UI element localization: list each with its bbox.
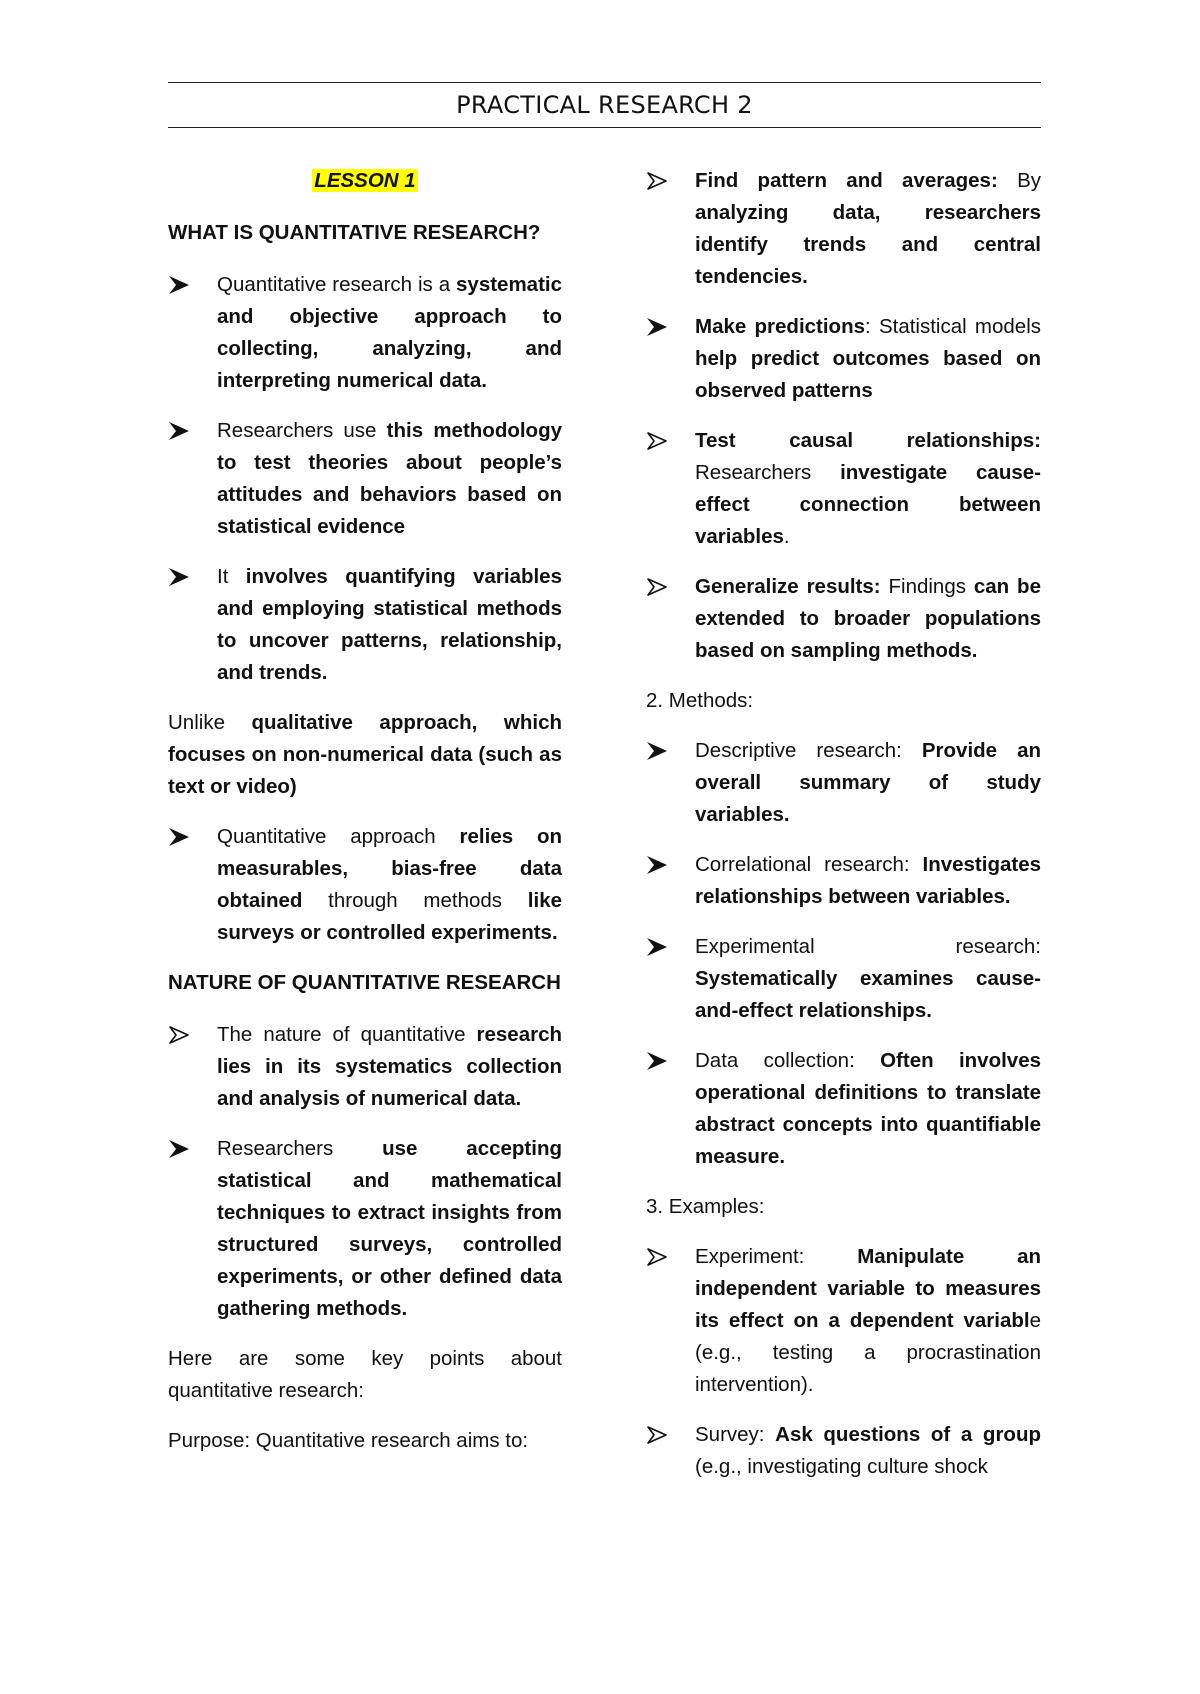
bullet-text-bold: use accepting statistical and mathematical techniques to extract insights from structured surveys, controlled experiments, or other defined data gathering methods. xyxy=(217,1137,562,1320)
bullet-correlational xyxy=(646,849,1041,913)
arrow-bullet-icon xyxy=(168,821,190,853)
bullet-data-collection xyxy=(646,1045,1041,1173)
bullet-survey xyxy=(646,1419,1041,1483)
bullet-text-bold: research lies in its systematics collection and analysis of numerical data. xyxy=(217,1023,562,1110)
arrow-bullet-icon xyxy=(646,1045,668,1077)
arrow-bullet-icon xyxy=(646,931,668,963)
lesson-title: LESSON 1 xyxy=(314,169,416,192)
bullet-text: Researchers xyxy=(217,1137,383,1160)
arrow-bullet-icon xyxy=(646,849,668,881)
arrow-bullet-outline-icon xyxy=(646,425,668,457)
bullet-text-bold: analyzing data, researchers identify trends and central tendencies. xyxy=(695,201,1041,288)
bullet-descriptive xyxy=(646,735,1041,831)
bullet-techniques xyxy=(168,1133,562,1325)
bullet-make-predictions xyxy=(646,311,1041,407)
paragraph-text: Unlike xyxy=(168,711,252,734)
bullet-text-bold: Test causal relationships: xyxy=(695,429,1041,452)
arrow-bullet-icon xyxy=(168,561,190,593)
section-heading-nature: NATURE OF QUANTITATIVE RESEARCH xyxy=(168,971,561,994)
bullet-text-bold: systematic and objective approach to collecting, analyzing, and interpreting numerical data. xyxy=(217,273,562,392)
arrow-bullet-icon xyxy=(168,415,190,447)
arrow-bullet-outline-icon xyxy=(646,1241,668,1273)
paragraph-purpose: Purpose: Quantitative research aims to: xyxy=(168,1429,529,1452)
bullet-text: e (e.g., testing a procrastination intervention). xyxy=(695,1309,1041,1396)
bullet-text: It xyxy=(217,565,246,588)
arrow-bullet-outline-icon xyxy=(646,1419,668,1451)
bullet-text: The nature of quantitative xyxy=(217,1023,477,1046)
bullet-text: Findings xyxy=(880,575,974,598)
page-header xyxy=(168,82,1041,128)
bullet-experiment xyxy=(646,1241,1041,1401)
bullet-text-bold: Manipulate an independent variable to measures its effect on a dependent variabl xyxy=(695,1245,1042,1332)
methods-label: 2. Methods: xyxy=(646,689,754,712)
bullet-text-bold: this methodology to test theories about people’s attitudes and behaviors based on statistical evidence xyxy=(217,419,562,538)
page-title: PRACTICAL RESEARCH 2 xyxy=(456,91,753,119)
bullet-text: through methods xyxy=(302,889,528,912)
bullet-text-bold: involves quantifying variables and employing statistical methods to uncover patterns, relationship, and trends. xyxy=(217,565,562,684)
bullet-text: . xyxy=(783,525,790,548)
bullet-approach xyxy=(168,821,562,949)
bullet-text: Experimental research: xyxy=(695,935,1041,958)
bullet-text: Researchers use xyxy=(217,419,387,442)
bullet-text-bold: Provide an overall summary of study variables. xyxy=(695,739,1042,826)
bullet-text-bold: Investigates relationships between variables. xyxy=(695,853,1041,908)
bullet-text: (e.g., investigating culture shock xyxy=(695,1455,988,1478)
bullet-text-bold: like surveys or controlled experiments. xyxy=(217,889,562,944)
examples-label: 3. Examples: xyxy=(646,1195,765,1218)
bullet-text-bold: Generalize results: xyxy=(695,575,881,598)
bullet-quantifying xyxy=(168,561,562,689)
bullet-text-bold: investigate cause-effect connection between variables xyxy=(695,461,1041,548)
bullet-text: Researchers xyxy=(695,461,841,484)
bullet-text-bold: Often involves operational definitions to translate abstract concepts into quantifiable measure. xyxy=(695,1049,1041,1168)
bullet-text: Data collection: xyxy=(695,1049,881,1072)
bullet-text: Experiment: xyxy=(695,1245,858,1268)
bullet-text-bold: can be extended to broader populations based on sampling methods. xyxy=(695,575,1041,662)
left-column xyxy=(168,165,562,1475)
arrow-bullet-icon xyxy=(646,311,668,343)
paragraph-unlike xyxy=(168,707,562,803)
bullet-nature xyxy=(168,1019,562,1115)
bullet-experimental xyxy=(646,931,1041,1027)
bullet-text-bold: help predict outcomes based on observed patterns xyxy=(695,347,1041,402)
bullet-text: Descriptive research: xyxy=(695,739,922,762)
paragraph-key-points: Here are some key points about quantitative research: xyxy=(168,1347,562,1402)
arrow-bullet-outline-icon xyxy=(646,571,668,603)
bullet-find-pattern xyxy=(646,165,1041,293)
arrow-bullet-icon xyxy=(168,1133,190,1165)
section-heading-what-is: WHAT IS QUANTITATIVE RESEARCH? xyxy=(168,221,541,244)
bullet-text: Quantitative approach xyxy=(217,825,460,848)
lesson-title-wrap xyxy=(168,165,562,197)
arrow-bullet-outline-icon xyxy=(168,1019,190,1051)
bullet-test-causal xyxy=(646,425,1041,553)
bullet-definition xyxy=(168,269,562,397)
bullet-text-bold: Ask questions of a group xyxy=(775,1423,1041,1446)
bullet-text: Survey: xyxy=(695,1423,776,1446)
bullet-text-bold: Find pattern and averages: xyxy=(695,169,998,192)
arrow-bullet-icon xyxy=(646,735,668,767)
bullet-text-bold: Systematically examines cause-and-effect relationships. xyxy=(695,967,1041,1022)
paragraph-text-bold: qualitative approach, which focuses on non-numerical data (such as text or video) xyxy=(168,711,562,798)
bullet-methodology xyxy=(168,415,562,543)
arrow-bullet-outline-icon xyxy=(646,165,668,197)
bullet-text: Quantitative research is a xyxy=(217,273,457,296)
right-column xyxy=(646,165,1041,1501)
bullet-text: Correlational research: xyxy=(695,853,923,876)
bullet-text: By xyxy=(997,169,1041,192)
bullet-text-bold: relies on measurables, bias-free data obtained xyxy=(217,825,562,912)
bullet-generalize xyxy=(646,571,1041,667)
bullet-text-bold: Make predictions xyxy=(695,315,866,338)
bullet-text: : Statistical models xyxy=(865,315,1041,338)
arrow-bullet-icon xyxy=(168,269,190,301)
